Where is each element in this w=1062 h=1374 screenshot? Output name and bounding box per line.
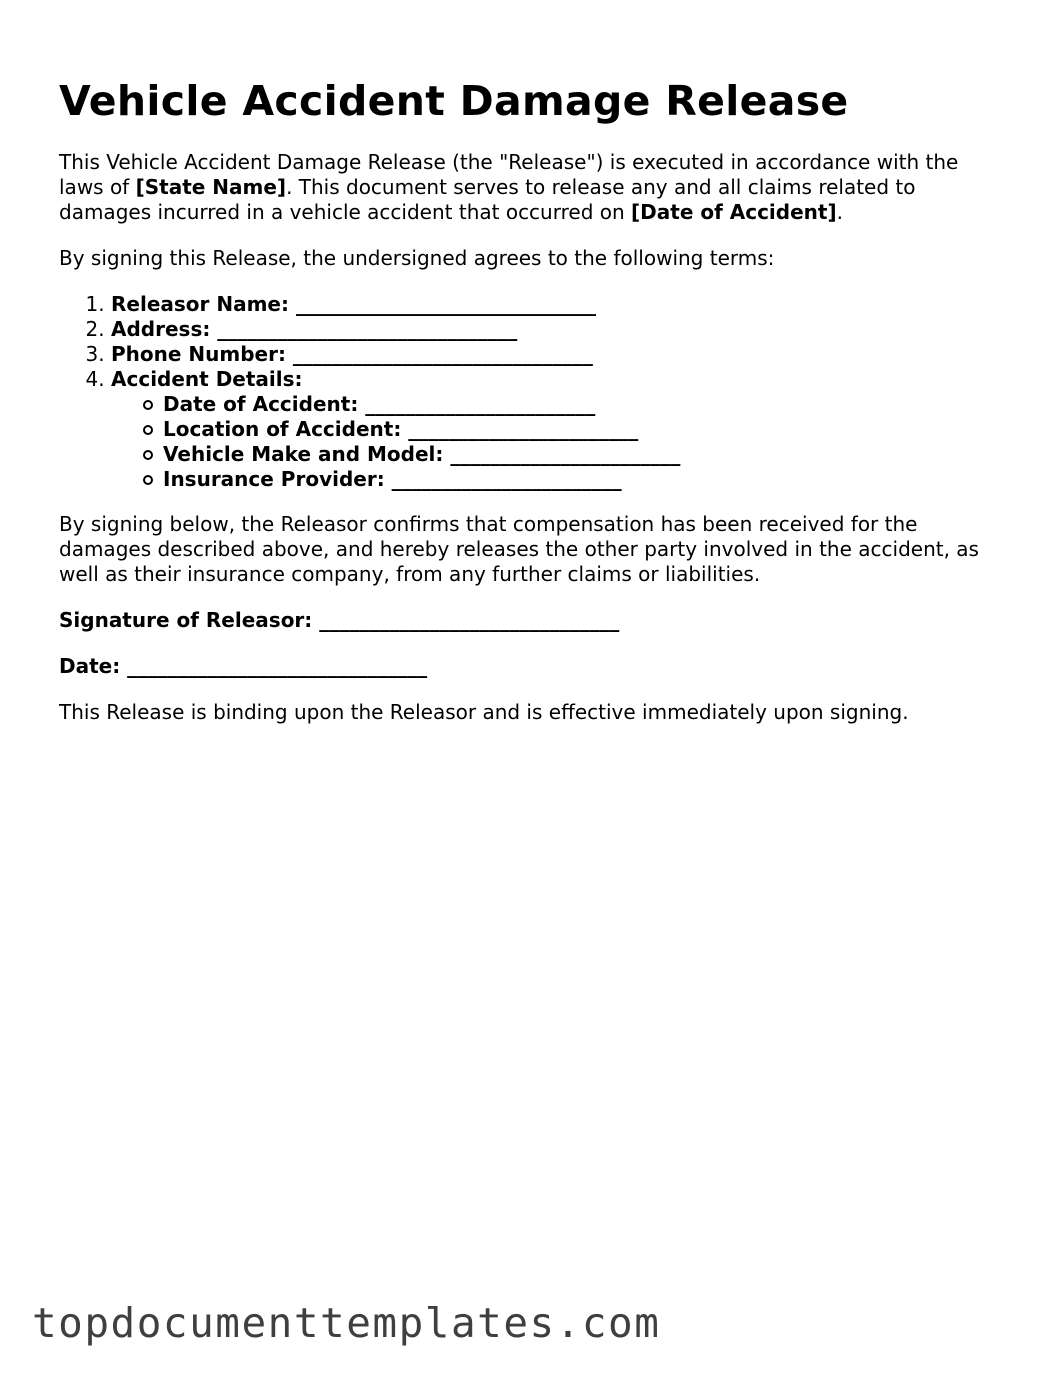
sub-list-item	[163, 442, 1009, 467]
location-of-accident-field: Location of Accident: _______________________	[163, 417, 639, 441]
vehicle-make-model-field: Vehicle Make and Model: _______________________	[163, 442, 681, 466]
sub-list-item	[163, 467, 1009, 492]
intro-paragraph	[59, 150, 1009, 225]
address-field: Address: ______________________________	[111, 317, 518, 341]
document-page	[59, 70, 1009, 746]
accident-details-label: Accident Details:	[111, 367, 303, 391]
date-label: Date: ______________________________	[59, 654, 428, 678]
sub-list-item	[163, 417, 1009, 442]
confirmation-paragraph: By signing below, the Releasor confirms that compensation has been received for the damages described above, and hereby releases the other party involved in the accident, as well as their insurance company, from any further claims or liabilities.	[59, 512, 979, 586]
intro-text-2: . This document serves to release any and all claims related to damages incurred in a vehicle accident that occurred on	[59, 175, 916, 224]
insurance-provider-field: Insurance Provider: _______________________	[163, 467, 622, 491]
fields-list	[59, 292, 1009, 492]
phone-number-field: Phone Number: ______________________________	[111, 342, 593, 366]
agree-paragraph: By signing this Release, the undersigned agrees to the following terms:	[59, 246, 775, 270]
intro-text-3: .	[836, 200, 843, 224]
signature-line	[59, 608, 1009, 633]
date-line	[59, 654, 1009, 679]
watermark: topdocumenttemplates.com	[32, 1299, 661, 1347]
list-item	[111, 367, 1009, 492]
list-item	[111, 292, 1009, 317]
binding-paragraph: This Release is binding upon the Releasor and is effective immediately upon signing.	[59, 700, 909, 724]
accident-details-sublist	[111, 392, 1009, 492]
list-item	[111, 342, 1009, 367]
date-of-accident-field: Date of Accident: _______________________	[163, 392, 596, 416]
list-item	[111, 317, 1009, 342]
intro-text-1: This Vehicle Accident Damage Release (the "Release") is executed in accordance with the laws of	[59, 150, 959, 199]
date-placeholder: [Date of Accident]	[631, 200, 837, 224]
state-placeholder: [State Name]	[135, 175, 287, 199]
releasor-name-field: Releasor Name: ______________________________	[111, 292, 596, 316]
sub-list-item	[163, 392, 1009, 417]
signature-label: Signature of Releasor: ______________________________	[59, 608, 620, 632]
document-title: Vehicle Accident Damage Release	[59, 77, 849, 125]
